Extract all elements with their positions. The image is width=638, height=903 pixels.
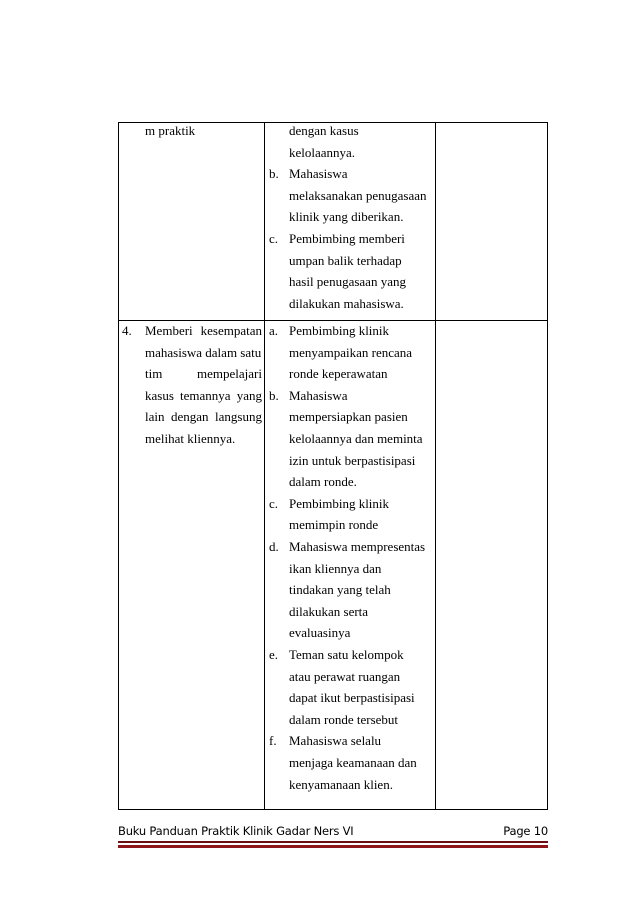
list-marker: 4.	[122, 323, 132, 338]
word: yang	[236, 387, 262, 403]
justified-line	[145, 320, 262, 342]
text-line: Pembimbing klinik	[289, 495, 390, 511]
text-line: kelolaannya.	[289, 144, 356, 160]
text-line: tindakan yang telah	[289, 582, 391, 598]
text-line: ikan kliennya dan	[289, 560, 382, 576]
text-line: mempersiapkan pasien	[289, 409, 408, 425]
text-line: dalam ronde tersebut	[289, 711, 399, 727]
text-line: Mahasiswa mempresentas	[289, 539, 426, 554]
footer-title: Buku Panduan Praktik Klinik Gadar Ners VI	[118, 824, 354, 838]
text-line: klinik yang diberikan.	[289, 209, 404, 225]
footer-rule-top	[118, 841, 548, 843]
text-line: atau perawat ruangan	[289, 668, 401, 684]
text-line: dilakukan serta	[289, 603, 369, 619]
column-divider-2	[435, 122, 436, 810]
list-marker: a.	[269, 323, 279, 338]
text-line: Teman satu kelompok	[289, 647, 404, 662]
word: Memberi	[145, 323, 193, 338]
text-line: melaksanakan penugasaan	[289, 187, 427, 203]
footer-rule-bottom	[118, 845, 548, 848]
text-line: Pembimbing memberi	[289, 231, 405, 246]
word: mempelajari	[197, 366, 262, 382]
text-line: izin untuk berpastisipasi	[289, 452, 416, 468]
text-line: melihat kliennya.	[145, 431, 236, 446]
justified-line	[145, 406, 262, 428]
justified-line	[145, 385, 262, 407]
list-marker: e.	[269, 647, 279, 662]
list-marker: d.	[269, 539, 279, 554]
list-marker: c.	[269, 231, 279, 246]
word: kasus	[145, 387, 174, 403]
text-line: dengan kasus	[289, 123, 359, 138]
word: lain	[145, 409, 165, 425]
text-line: memimpin ronde	[289, 517, 379, 533]
text-line: evaluasinya	[289, 625, 351, 641]
text-line: Mahasiswa	[289, 387, 348, 403]
text-line: dilakukan mahasiswa.	[289, 295, 404, 311]
text-line: menyampaikan rencana	[289, 344, 413, 360]
text-line: kelolaannya dan meminta	[289, 431, 423, 446]
text-line: Mahasiswa	[289, 166, 348, 182]
word: dengan	[171, 409, 209, 425]
text-line: mahasiswa dalam satu	[145, 344, 262, 360]
footer-page-number: Page 10	[503, 824, 548, 838]
list-marker: c.	[269, 495, 279, 511]
text-line: ronde keperawatan	[289, 366, 388, 382]
list-marker: f.	[269, 733, 277, 749]
word: temannya	[180, 387, 231, 403]
text-line: hasil penugasaan yang	[289, 274, 406, 290]
word: langsung	[215, 409, 262, 425]
text-line: kenyamanaan klien.	[289, 776, 393, 792]
word: tim	[145, 366, 163, 382]
text-line: dapat ikut berpastisipasi	[289, 690, 415, 706]
text-line: umpan balik terhadap	[289, 252, 402, 268]
text-line: m praktik	[145, 123, 196, 138]
column-divider-1	[264, 122, 265, 810]
word: kesempatan	[200, 323, 262, 338]
justified-line	[145, 363, 262, 385]
list-marker: b.	[269, 166, 279, 182]
text-line: menjaga keamanaan dan	[289, 755, 417, 770]
text-line: Pembimbing klinik	[289, 323, 390, 338]
text-line: Mahasiswa selalu	[289, 733, 382, 749]
list-marker: b.	[269, 387, 279, 403]
text-line: dalam ronde.	[289, 474, 357, 490]
